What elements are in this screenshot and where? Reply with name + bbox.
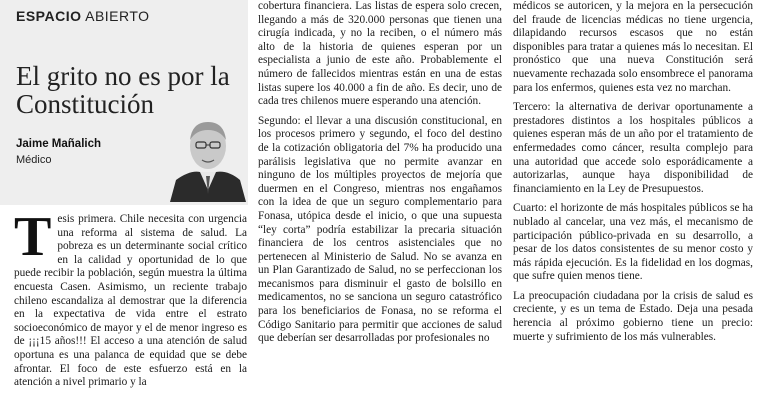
column-1 [14,206,247,390]
paragraph: Segundo: el llevar a una discusión constitucional, en los procesos primero y segundo, el foco del destino de la cotización obligatoria del 7% ha producido una parálisis legislativa que no permite avanzar en ninguno de los múltiples proyectos de mejoría que duermen en el Congreso, mientras nos engañamos con la idea de que un seguro complementario para Fonasa, utópica desde el inicio, o que una supuesta “ley corta” podría estabilizar la precaria situación financiera de los centros asistenciales que no pertenecen al Ministerio de Salud. No se avanza en un Plan Garantizado de Salud, no se perfeccionan los mecanismos para disminuir el gasto de bolsillo en medicamentos, no se sanciona un seguro catastrófico para los beneficiarios de Fonasa, no se reforma el Código Sanitario para permitir que acciones de salud que deberían ser desarrolladas por profesionales no [258,114,502,345]
drop-cap: T [14,206,52,268]
kicker-bold: ESPACIO [16,8,82,24]
kicker-rest: ABIERTO [85,8,150,24]
paragraph [14,206,247,390]
paragraph: Tercero: la alternativa de derivar oportunamente a prestadores distintos a los hospitales públicos a quienes esperan más de un año por el tratamiento de enfermedades como cáncer, resulta complejo para una autoridad que accede solo esporádicamente a autorizarlas, aunque haya disponibilidad de financiamiento en la Ley de Presupuestos. [513,101,753,195]
section-kicker [16,8,150,24]
col1-text: esis primera. Chile necesita con urgencia una reforma al sistema de salud. La pobreza es un determinante social crítico en la calidad y oportunidad de lo que puede recibir la población, según muestra la última encuesta Casen. Asimismo, un reciente trabajo chileno escandaliza al demostrar que la diferencia en la expectativa de vida entre el estrato socioeconómico de mayor y el de menor ingreso es de ¡¡¡15 años!!! El acceso a una atención de salud oportuna es una palanca de equidad que se debe afrontar. El foco de este esfuerzo está en la atención a nivel primario y la [14,213,247,389]
column-3 [513,0,753,344]
paragraph: Cuarto: el horizonte de más hospitales públicos se ha nublado al cancelar, una vez más, el mecanismo de participación público-privada en su desarrollo, a pesar de los datos consistentes de su menor costo y más rápida ejecución. Es la fidelidad en los dogmas, que sufre quien menos tiene. [513,202,753,283]
paragraph: La preocupación ciudadana por la crisis de salud es creciente, y es un tema de Estado. Deja una pesada herencia al próximo gobierno tiene un precio: muerte y sufrimiento de los más vulnerables. [513,289,753,343]
paragraph: cobertura financiera. Las listas de espera solo crecen, llegando a más de 320.000 personas que tienen una cirugía indicada, y no la reciben, o el número más alto de la historia de quienes esperan por un especialista a junio de este año. Probablemente el número de fallecidos mientras están en una de estas listas supere los 40.000 a fin de año. Es decir, uno de cada tres chilenos muere esperando una atención. [258,0,502,108]
paragraph: médicos se autoricen, y la mejora en la persecución del fraude de licencias médicas no tiene urgencia, dilapidando recursos escasos que no están disponibles para tratar a quienes más lo necesitan. El pronóstico que una nueva Constitución será nuevamente rechazada solo ensombrece el panorama para los enfermos, quienes esta vez no marchan. [513,0,753,94]
headline: El grito no es por la Constitución [16,61,230,120]
column-2 [258,0,502,346]
author-portrait [170,110,246,202]
author-name: Jaime Mañalich [16,138,102,150]
author-role: Médico [16,154,52,166]
header-panel [0,0,248,205]
